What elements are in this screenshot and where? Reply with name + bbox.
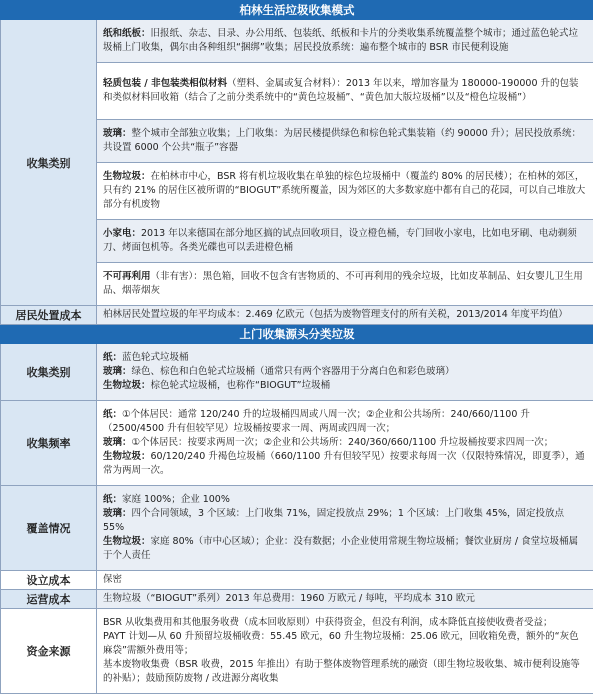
- item-packaging: [97, 63, 593, 120]
- s2-label-frequency: 收集频率: [1, 401, 97, 486]
- section2-title: 上门收集源头分类垃圾: [1, 325, 593, 344]
- content-line: BSR 从收集费用和其他服务收费（成本回收原则）中获得资金，但没有利润，成本降低直接使收费者受益；: [103, 616, 587, 630]
- item-bio: [97, 163, 593, 220]
- line-text: 棕色轮式垃圾桶，也称作“BIOGUT”垃圾桶: [151, 380, 331, 391]
- s2-row-operating-cost: [1, 590, 593, 609]
- item-small-appliances: [97, 220, 593, 263]
- content-line: [103, 365, 587, 379]
- line-text: 绿色、棕色和白色轮式垃圾桶（通常只有两个容器用于分离白色和彩色玻璃）: [132, 366, 455, 377]
- item-text: 整个城市全部独立收集；上门收集：为居民楼提供绿色和棕色轮式集装箱（约 90000 升）；居民投放系统：共设置 6000 个公共“瓶子”容器: [103, 128, 581, 153]
- s2-content-frequency: [97, 401, 593, 486]
- s2-label-funding: 资金来源: [1, 609, 97, 694]
- line-key: 生物垃圾：: [103, 380, 151, 391]
- content-line: [103, 436, 587, 450]
- content-line: [103, 535, 587, 563]
- content-line: [103, 379, 587, 393]
- s2-row-funding: [1, 609, 593, 694]
- s2-row-coverage: [1, 486, 593, 571]
- s2-content-operating-cost: 生物垃圾（“BIOGUT”系列）2013 年总费用：1960 万欧元 / 每吨，平均成本 310 欧元: [97, 590, 593, 609]
- item-key: 不可再利用: [103, 271, 151, 282]
- content-line: PAYT 计划—从 60 升预留垃圾桶收费：55.45 欧元，60 升生物垃圾桶：25.06 欧元，回收箱免费，额外的“灰色麻袋”需额外费用等；: [103, 630, 587, 658]
- item-glass: [97, 120, 593, 163]
- s2-row-categories: [1, 344, 593, 401]
- item-key: 纸和纸板：: [103, 28, 151, 39]
- item-residual: [97, 263, 593, 306]
- s2-row-frequency: [1, 401, 593, 486]
- line-text: 家庭 80%（市中心区域）；企业：没有数据；小企业使用常规生物垃圾桶；餐饮业厨房 / 食堂垃圾桶属于个人责任: [103, 536, 578, 561]
- s2-content-setup-cost: 保密: [97, 571, 593, 590]
- line-key: 玻璃：: [103, 437, 132, 448]
- s2-label-categories: 收集类别: [1, 344, 97, 401]
- line-key: 玻璃：: [103, 508, 132, 519]
- disposal-cost-label: 居民处置成本: [1, 306, 97, 325]
- line-key: 纸：: [103, 494, 122, 505]
- section1-title: 柏林生活垃圾收集模式: [1, 1, 593, 20]
- item-key: 小家电：: [103, 228, 141, 239]
- line-text: 蓝色轮式垃圾桶: [122, 352, 189, 363]
- content-line: [103, 507, 587, 535]
- line-text: 四个合同领域，3 个区域：上门收集 71%，固定投放点 29%；1 个区域：上门收集 45%，固定投放点 55%: [103, 508, 564, 533]
- s2-content-funding: [97, 609, 593, 694]
- line-key: 玻璃：: [103, 366, 132, 377]
- content-line: [103, 450, 587, 478]
- s2-row-setup-cost: [1, 571, 593, 590]
- section1-header-row: [1, 1, 593, 20]
- item-text: （非有害）：黑色箱，回收不包含有害物质的、不可再利用的残余垃圾，比如皮革制品、妇女婴儿卫生用品、烟蒂烟灰: [103, 271, 583, 296]
- s2-content-coverage: [97, 486, 593, 571]
- item-paper: [97, 20, 593, 63]
- section2-header-row: [1, 325, 593, 344]
- item-key: 玻璃：: [103, 128, 132, 139]
- s2-label-coverage: 覆盖情况: [1, 486, 97, 571]
- s2-label-operating-cost: 运营成本: [1, 590, 97, 609]
- collection-row-1: [1, 20, 593, 63]
- item-text: 在柏林市中心，BSR 将有机垃圾收集在单独的棕色垃圾桶中（覆盖约 80% 的居民楼）；在柏林的郊区，只有约 21% 的居住区被所谓的“BIOGUT”系统所覆盖，因为郊区的大多数家庭中都有自己的花园，可以自己堆放大部分有机废物: [103, 171, 585, 210]
- line-key: 纸：: [103, 409, 122, 420]
- line-key: 生物垃圾：: [103, 536, 151, 547]
- item-text: 2013 年以来德国在部分地区搞的试点回收项目，设立橙色桶，专门回收小家电，比如电牙刷、电动剃须刀、烤面包机等。各类光碟也可以丢进橙色桶: [103, 228, 577, 253]
- content-line: [103, 408, 587, 436]
- line-text: 60/120/240 升褐色垃圾桶（660/1100 升有但较罕见）按要求每周一次（仅限特殊情况，即夏季），通常为两周一次。: [103, 451, 585, 476]
- collection-category-label: 收集类别: [1, 20, 97, 306]
- s2-content-categories: [97, 344, 593, 401]
- line-key: 生物垃圾：: [103, 451, 151, 462]
- line-key: 纸：: [103, 352, 122, 363]
- content-line: 基本废物收集费（BSR 收费，2015 年推出）有助于整体废物管理系统的融资（即生物垃圾收集、城市便利设施等的补贴）；鼓励预防废物 / 改进源分离收集: [103, 658, 587, 686]
- disposal-cost-text: 柏林居民处置垃圾的年平均成本：2.469 亿欧元（包括为废物管理支付的所有关税，2013/2014 年度平均值）: [97, 306, 593, 325]
- disposal-row: [1, 306, 593, 325]
- s2-label-setup-cost: 设立成本: [1, 571, 97, 590]
- line-text: ①个体居民：按要求两周一次；②企业和公共场所：240/360/660/1100 升垃圾桶按要求四周一次；: [132, 437, 554, 448]
- item-key: 轻质包装 / 非包装类相似材料: [103, 78, 227, 89]
- item-text: （塑料、金属或复合材料）：2013 年以来，增加容量为 180000-190000 升的包装和类似材料回收箱（结合了之前分类系统中的“黄色垃圾桶”、“黄色加大版垃圾桶”以及“橙色垃圾桶”）: [103, 78, 579, 103]
- content-line: [103, 493, 587, 507]
- line-text: 家庭 100%；企业 100%: [122, 494, 230, 505]
- item-key: 生物垃圾：: [103, 171, 151, 182]
- line-text: ①个体居民：通常 120/240 升的垃圾桶四周或八周一次；②企业和公共场所：240/660/1100 升（2500/4500 升有但较罕见）垃圾桶按要求一周、两周或四周一次；: [103, 409, 530, 434]
- item-text: 旧报纸、杂志、目录、办公用纸、包装纸、纸板和卡片的分类收集系统覆盖整个城市；通过蓝色轮式垃圾桶上门收集，偶尔由各种组织“捆绑”收集；居民投放系统：遍布整个城市的 BSR 市民便利设施: [103, 28, 578, 53]
- content-line: [103, 351, 587, 365]
